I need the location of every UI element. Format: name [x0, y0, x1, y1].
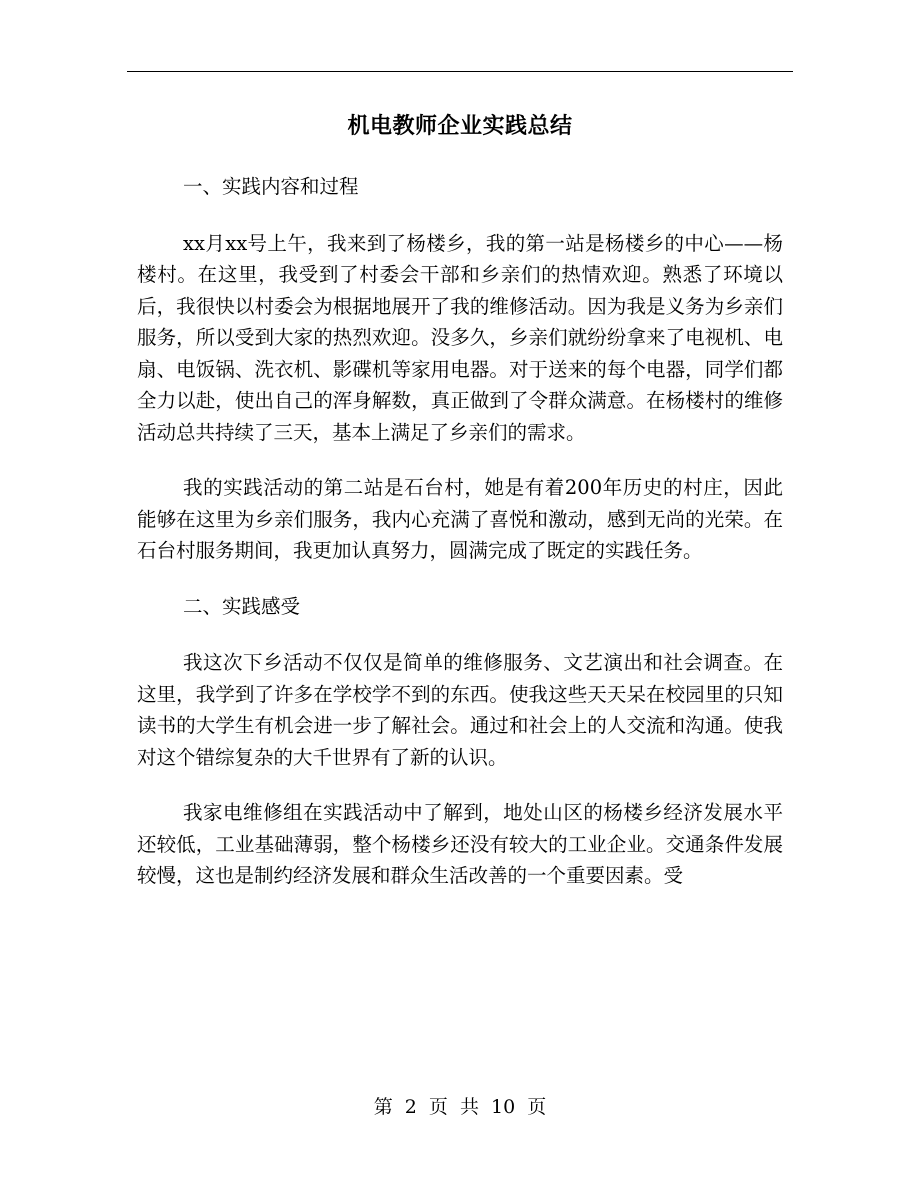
paragraph-4: 我家电维修组在实践活动中了解到，地处山区的杨楼乡经济发展水平还较低，工业基础薄弱，整个杨楼乡还没有较大的工业企业。交通条件发展较慢，这也是制约经济发展和群众生活改善的一个重要因素。受 [137, 801, 783, 887]
page-number-footer: 第 2 页 共 10 页 [373, 1096, 547, 1118]
paragraph-2: 我的实践活动的第二站是石台村，她是有着200年历史的村庄，因此能够在这里为乡亲们服务，我内心充满了喜悦和激动，感到无尚的光荣。在石台村服务期间，我更加认真努力，圆满完成了既定的实践任务。 [137, 476, 783, 562]
document-title: 机电教师企业实践总结 [347, 113, 573, 139]
section-heading-2: 二、实践感受 [183, 594, 301, 618]
paragraph-1: xx月xx号上午，我来到了杨楼乡，我的第一站是杨楼乡的中心——杨楼村。在这里，我受到了村委会干部和乡亲们的热情欢迎。熟悉了环境以后，我很快以村委会为根据地展开了我的维修活动。因为我是义务为乡亲们服务，所以受到大家的热烈欢迎。没多久，乡亲们就纷纷拿来了电视机、电扇、电饭锅、洗衣机、影碟机等家用电器。对于送来的每个电器，同学们都全力以赴，使出自己的浑身解数，真正做到了令群众满意。在杨楼村的维修活动总共持续了三天，基本上满足了乡亲们的需求。 [137, 231, 783, 444]
section-heading-1: 一、实践内容和过程 [183, 175, 359, 198]
header-rule [127, 71, 793, 72]
document-body [137, 171, 783, 916]
paragraph-3: 我这次下乡活动不仅仅是简单的维修服务、文艺演出和社会调查。在这里，我学到了许多在学校学不到的东西。使我这些天天呆在校园里的只知读书的大学生有机会进一步了解社会。通过和社会上的人交流和沟通。使我对这个错综复杂的大千世界有了新的认识。 [137, 651, 783, 769]
